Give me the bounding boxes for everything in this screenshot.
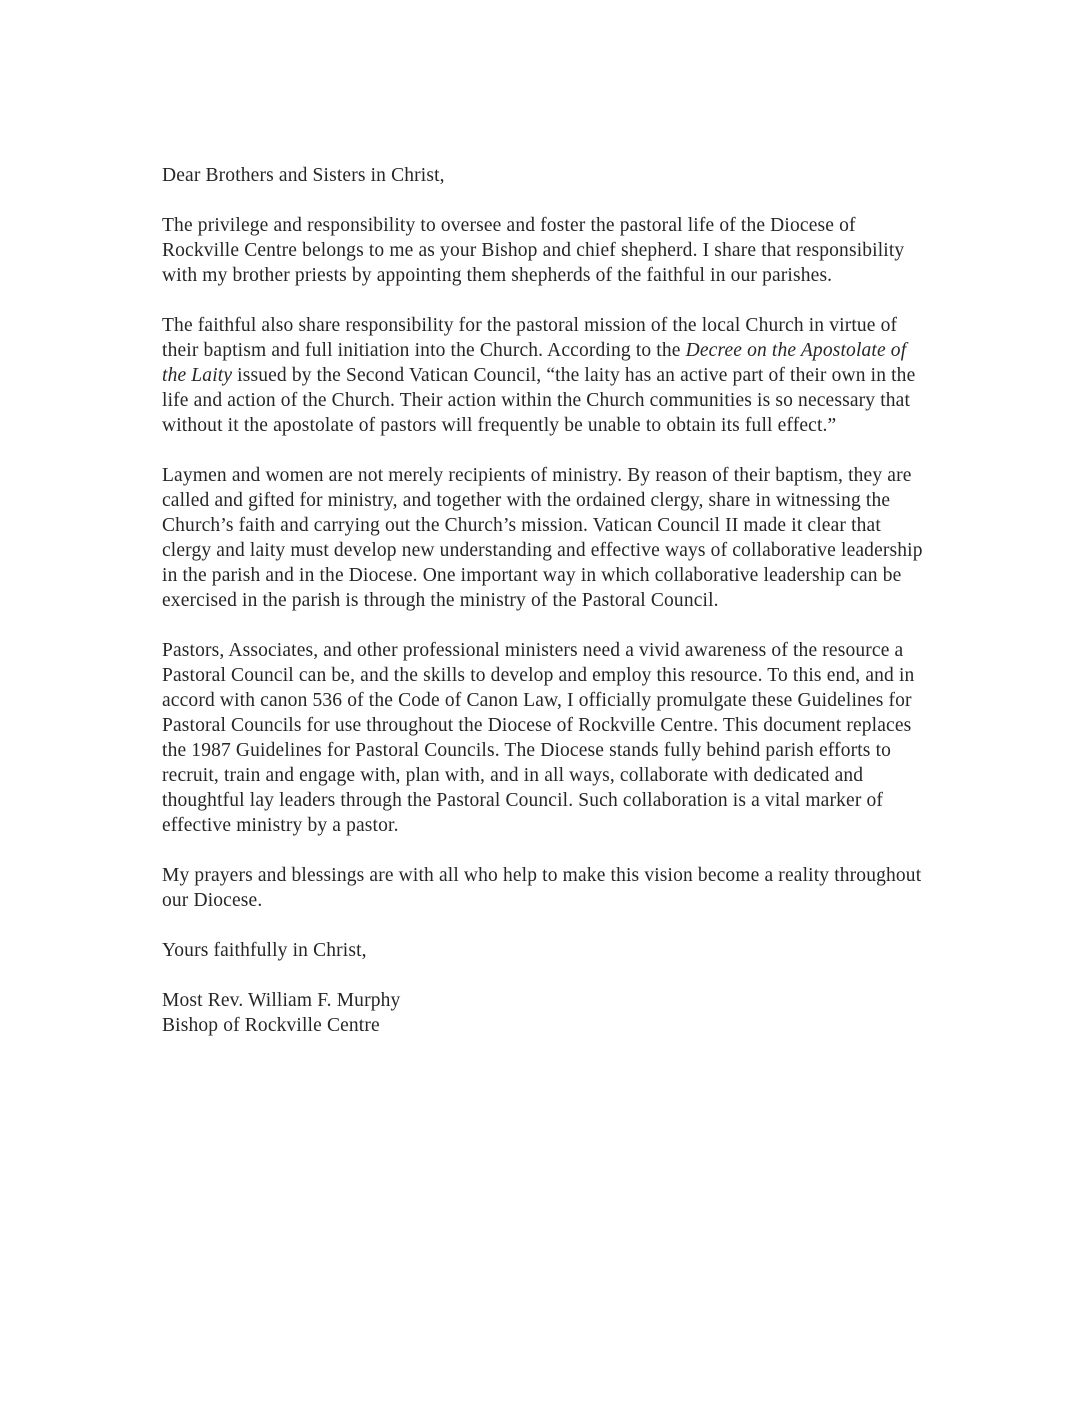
- paragraph-laymen: Laymen and women are not merely recipients of ministry. By reason of their baptism, they are called and gifted for ministry, and together with the ordained clergy, share in witnessing the Church’s faith and carrying out the Church’s mission. Vatican Council II made it clear that clergy and laity must develop new understanding and effective ways of collaborative leadership in the parish and in the Diocese. One important way in which collaborative leadership can be exercised in the parish is through the ministry of the Pastoral Council.: [162, 465, 923, 611]
- document-title-italic: Decree on the Apostolate of the Laity: [162, 340, 907, 386]
- paragraph-faithful-text-before: The faithful also share responsibility for the pastoral mission of the local Church in virtue of their baptism and full initiation into the Church. According to the: [162, 315, 898, 361]
- paragraph-prayers: My prayers and blessings are with all who help to make this vision become a reality throughout our Diocese.: [162, 865, 922, 911]
- signature-title: Bishop of Rockville Centre: [162, 1015, 380, 1036]
- signature-name: Most Rev. William F. Murphy: [162, 990, 401, 1011]
- paragraph-privilege: The privilege and responsibility to oversee and foster the pastoral life of the Diocese of Rockville Centre belongs to me as your Bishop and chief shepherd. I share that responsibility with my brother priests by appointing them shepherds of the faithful in our parishes.: [162, 215, 905, 286]
- closing-line: Yours faithfully in Christ,: [162, 940, 367, 961]
- paragraph-faithful-text-after: issued by the Second Vatican Council, “the laity has an active part of their own in the life and action of the Church. Their action within the Church communities is so necessary that without it the apostolate of pastors will frequently be unable to obtain its full effect.”: [162, 365, 916, 436]
- signature-block: [162, 988, 933, 1038]
- paragraph-pastors: Pastors, Associates, and other professional ministers need a vivid awareness of the resource a Pastoral Council can be, and the skills to develop and employ this resource. To this end, and in accord with canon 536 of the Code of Canon Law, I officially promulgate these Guidelines for Pastoral Councils for use throughout the Diocese of Rockville Centre. This document replaces the 1987 Guidelines for Pastoral Councils. The Diocese stands fully behind parish efforts to recruit, train and engage with, plan with, and in all ways, collaborate with dedicated and thoughtful lay leaders through the Pastoral Council. Such collaboration is a vital marker of effective ministry by a pastor.: [162, 640, 915, 836]
- salutation: Dear Brothers and Sisters in Christ,: [162, 165, 445, 186]
- paragraph-faithful: [162, 313, 933, 438]
